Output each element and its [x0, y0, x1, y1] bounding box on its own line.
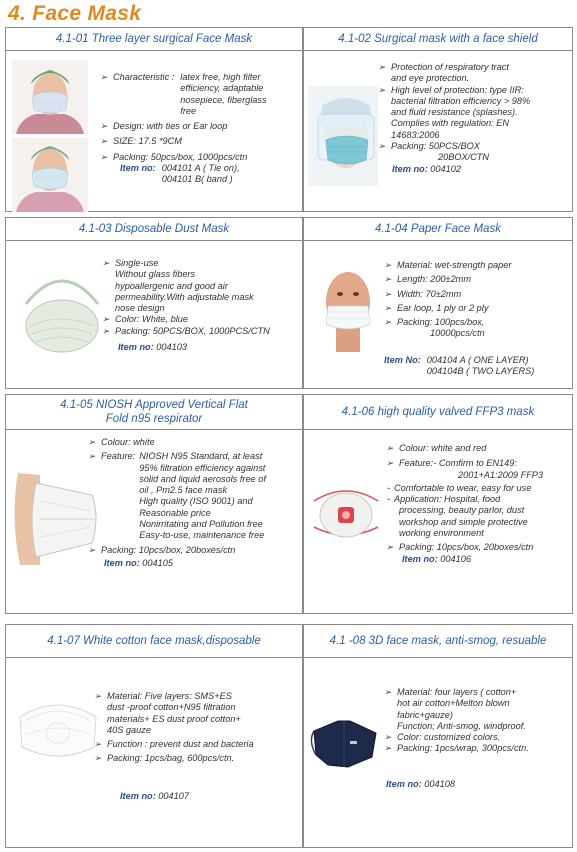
spec-line: 40S gauze [107, 724, 151, 735]
spec-line: working environment [399, 528, 484, 539]
feature-line: Easy-to-use, maintenance free [139, 530, 265, 541]
spec-line: workshop and simple protective [399, 516, 528, 527]
spec-line: and eye protection. [391, 73, 470, 84]
item-no-value: 004105 [142, 557, 173, 568]
product-card-004107 [5, 624, 303, 848]
packing-line: ➢ Packing: 10pcs/box, 20boxes/ctn [88, 545, 302, 556]
card-body [384, 260, 570, 340]
feature-line: 95% filtration efficiency against [139, 462, 266, 473]
card-body [94, 691, 302, 802]
item-no-label: Item No: [384, 355, 421, 365]
spec-line: ➢ Width: 70±2mm [384, 289, 570, 300]
product-card-004105 [5, 394, 303, 614]
card-title: 4.1-06 high quality valved FFP3 mask [304, 395, 572, 430]
item-no-label: Item no: [118, 342, 154, 353]
spec-line: hypoallergenic and good air [115, 280, 228, 291]
spec-line: - Comfortable to wear, easy for use [386, 483, 572, 494]
product-photo-face-shield [308, 86, 378, 186]
feature-line: High quality (ISO 9001) and [139, 496, 253, 507]
product-photo-cotton-mask [12, 687, 104, 769]
card-body [378, 62, 572, 175]
product-card-004101 [5, 27, 303, 212]
function-line: ➢ Function : prevent dust and bacteria [94, 739, 302, 750]
product-photo-ffp3 [308, 481, 384, 547]
item-no-label: Item no: [120, 790, 156, 801]
spec-line: dust -proof cotton+N95 filtration [107, 702, 236, 713]
characteristic-line: efficiency, adaptable [180, 83, 264, 94]
spec-line: bacterial filtration efficiency > 98% [391, 95, 531, 106]
feature-label: ➢ Feature: [101, 451, 136, 462]
item-no-label: Item no: [386, 778, 422, 789]
item-no-block [384, 355, 572, 378]
product-card-004102 [303, 27, 573, 212]
item-no-value: 004107 [158, 790, 189, 801]
card-title [6, 395, 302, 430]
spec-line: 20BOX/CTN [438, 152, 490, 163]
product-card-004106 [303, 394, 573, 614]
card-title: 4.1-07 White cotton face mask,disposable [6, 625, 302, 658]
card-title: 4.1-02 Surgical mask with a face shield [304, 28, 572, 51]
card-body [384, 687, 572, 790]
spec-line: hot air cotton+Melton blown [397, 698, 510, 709]
product-card-004103 [5, 217, 303, 389]
feature-line: Reasonable price [139, 507, 211, 518]
section-heading: 4. Face Mask [8, 2, 142, 25]
feature-line: Nonirritating and Pollution free [139, 519, 263, 530]
item-no-label: Item no: [120, 163, 156, 174]
item-no-value: 004106 [440, 553, 471, 564]
design-line: ➢ Design: with ties or Ear loop [100, 121, 300, 132]
item-no-value: 004103 [156, 342, 187, 353]
item-no-label: Item no: [104, 557, 140, 568]
card-body [386, 443, 572, 565]
product-photo-paper-mask [316, 264, 380, 354]
spec-line: ➢ Colour: white and red [386, 443, 572, 454]
feature-line: NIOSH N95 Standard, at least [139, 451, 263, 462]
spec-line: ➢ Length: 200±2mm [384, 274, 570, 285]
card-body [88, 437, 302, 569]
characteristic-line: nosepiece, fiberglass [180, 94, 267, 105]
card-title: 4.1 -08 3D face mask, anti-smog, resuable [304, 625, 572, 658]
item-no-value: 004102 [430, 163, 461, 174]
feature-line: oil , Pm2.5 face mask [139, 485, 228, 496]
spec-line: ➢ Material: four layers ( cotton+ [384, 687, 572, 698]
spec-line: fabric+gauze) [397, 709, 453, 720]
spec-line: ➢ Protection of respiratory tract [378, 62, 572, 73]
item-no-value: 004104B ( TWO LAYERS) [426, 366, 535, 377]
item-no-value: 004104 A ( ONE LAYER) [426, 355, 529, 365]
spec-line: materials+ ES dust proof cotton+ [107, 713, 241, 724]
spec-line: ➢ Material: Five layers: SMS+ES [94, 691, 302, 702]
packing-line: ➢ Packing: 1pcs/wrap, 300pcs/ctn. [384, 743, 572, 754]
characteristic-line: free [180, 105, 197, 116]
card-body [100, 72, 300, 186]
card-title-line: Fold n95 respirator [105, 413, 203, 425]
item-no-label: Item no: [402, 553, 438, 564]
product-photo-3d-mask [308, 711, 380, 773]
spec-line: ➢ Ear loop, 1 ply or 2 ply [384, 303, 570, 314]
characteristic-line: latex free, high filter [180, 72, 261, 82]
function-line: Function; Anti-smog, windproof. [397, 720, 526, 731]
product-card-004104 [303, 217, 573, 389]
packing-line: ➢ Packing: 50pcs/box, 1000pcs/ctn [100, 152, 300, 163]
item-no-value: 004101 A ( Tie on), [161, 163, 240, 174]
spec-line: ➢ Packing: 50PCS/BOX [378, 141, 572, 152]
product-photo-tie-on [12, 60, 88, 134]
spec-line: and fluid resistance (splashes). [391, 107, 518, 118]
spec-line: ➢ High level of protection: type IIR: [378, 85, 572, 96]
packing-line: ➢ Packing: 10pcs/box, 20boxes/ctn [386, 542, 572, 553]
card-body [102, 258, 302, 353]
spec-line: ➢ Packing: 100pcs/box, [384, 317, 570, 328]
feature-line: solid and liquid aerosols free of [139, 473, 266, 484]
item-no-label: Item no: [392, 163, 428, 174]
spec-line: 14683:2006 [391, 129, 440, 140]
card-title-line: 4.1-05 NIOSH Approved Vertical Flat [60, 398, 248, 411]
spec-line: ➢ Material: wet-strength paper [384, 260, 570, 271]
spec-line: 10000pcs/ctn [430, 328, 485, 339]
product-photo-dust-mask [12, 264, 112, 360]
color-line: ➢ Color: customized colors. [384, 732, 572, 743]
characteristic-label: ➢ Characteristic : [113, 72, 175, 82]
product-card-004108 [303, 624, 573, 848]
spec-line: nose design [115, 303, 165, 314]
spec-line: permeability.With adjustable mask [115, 291, 254, 302]
item-no-value: 004108 [424, 778, 455, 789]
card-title: 4.1-03 Disposable Dust Mask [6, 218, 302, 241]
spec-line: ➢ Color: White, blue [102, 314, 302, 325]
spec-line: ➢ Colour: white [88, 437, 302, 448]
spec-line: Complies with regulation: EN [391, 118, 509, 129]
spec-line: processing, beauty parlor, dust [399, 505, 525, 516]
item-no-value: 004101 B( band ) [161, 174, 233, 185]
spec-line: ➢ Packing: 50PCS/BOX, 1000PCS/CTN [102, 326, 302, 337]
size-line: ➢ SIZE: 17.5 *9CM [100, 136, 300, 147]
card-title: 4.1-04 Paper Face Mask [304, 218, 572, 241]
spec-line: ➢ Single-use [102, 258, 302, 269]
spec-line: Without glass fibers [115, 269, 196, 280]
spec-line: 2001+A1:2009 FFP3 [458, 469, 544, 480]
spec-line: ➢ Feature:- Comfirm to EN149: [386, 458, 572, 469]
spec-line: - Application: Hospital, food [386, 494, 572, 505]
product-photo-band [12, 138, 88, 212]
packing-line: ➢ Packing: 1pcs/bag, 600pcs/ctn. [94, 753, 302, 764]
card-title: 4.1-01 Three layer surgical Face Mask [6, 28, 302, 51]
